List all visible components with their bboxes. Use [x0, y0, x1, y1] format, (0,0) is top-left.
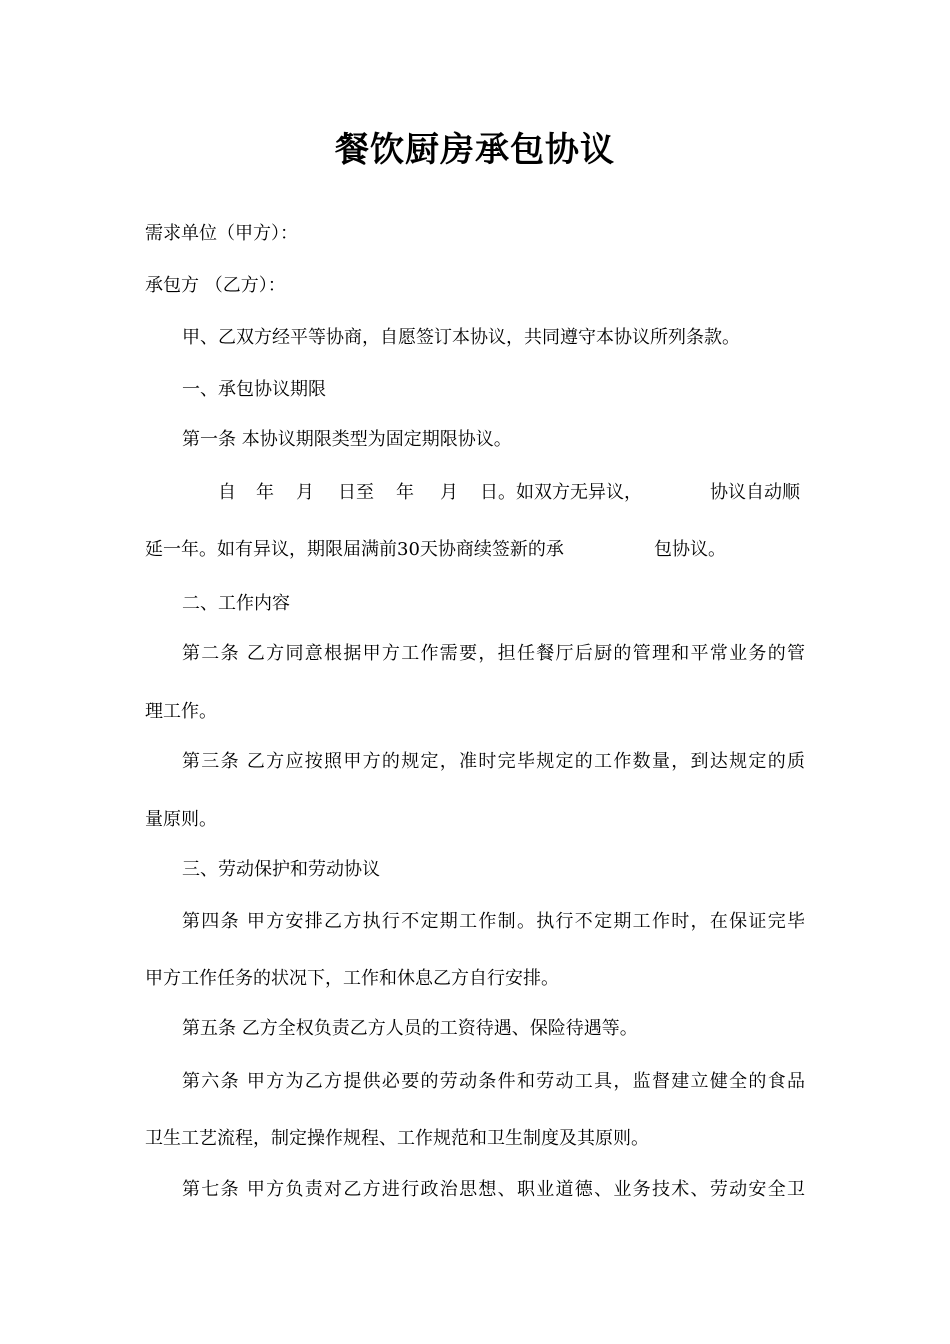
term-year-2: 年	[396, 482, 414, 503]
article-5: 第五条 乙方全权负责乙方人员的工资待遇、保险待遇等。	[182, 1018, 638, 1039]
term-day-no-objection: 日。如双方无异议，	[480, 482, 642, 503]
term-day-to: 日至	[338, 482, 374, 503]
article-3-line-2: 量原则。	[145, 809, 217, 830]
term-year-1: 年	[256, 482, 274, 503]
article-6-line-1: 第六条 甲方为乙方提供必要的劳动条件和劳动工具，监督建立健全的食品	[182, 1071, 805, 1092]
article-3-line-1: 第三条 乙方应按照甲方的规定，准时完毕规定的工作数量，到达规定的质	[182, 751, 805, 772]
term-from: 自	[218, 482, 236, 503]
term-auto-renew: 协议自动顺	[710, 482, 800, 503]
party-b-label: 承包方 （乙方）：	[145, 275, 286, 296]
intro-paragraph: 甲、乙双方经平等协商，自愿签订本协议，共同遵守本协议所列条款。	[182, 327, 740, 348]
document-title: 餐饮厨房承包协议	[335, 130, 615, 170]
section-1-heading: 一、承包协议期限	[182, 379, 326, 400]
section-2-heading: 二、工作内容	[182, 593, 290, 614]
article-4-line-2: 甲方工作任务的状况下，工作和休息乙方自行安排。	[145, 968, 559, 989]
term-renewal-end: 包协议。	[654, 539, 726, 560]
article-2-line-1: 第二条 乙方同意根据甲方工作需要，担任餐厅后厨的管理和平常业务的管	[182, 643, 805, 664]
term-renewal-text: 延一年。如有异议，期限届满前30天协商续签新的承	[145, 539, 564, 560]
article-7-line-1: 第七条 甲方负责对乙方进行政治思想、职业道德、业务技术、劳动安全卫	[182, 1179, 805, 1200]
term-month-2: 月	[440, 482, 458, 503]
article-2-line-2: 理工作。	[145, 701, 217, 722]
party-a-label: 需求单位（甲方）：	[145, 223, 298, 244]
term-month-1: 月	[296, 482, 314, 503]
section-3-heading: 三、劳动保护和劳动协议	[182, 859, 380, 880]
article-4-line-1: 第四条 甲方安排乙方执行不定期工作制。执行不定期工作时，在保证完毕	[182, 911, 805, 932]
article-1: 第一条 本协议期限类型为固定期限协议。	[182, 429, 512, 450]
article-6-line-2: 卫生工艺流程，制定操作规程、工作规范和卫生制度及其原则。	[145, 1128, 649, 1149]
